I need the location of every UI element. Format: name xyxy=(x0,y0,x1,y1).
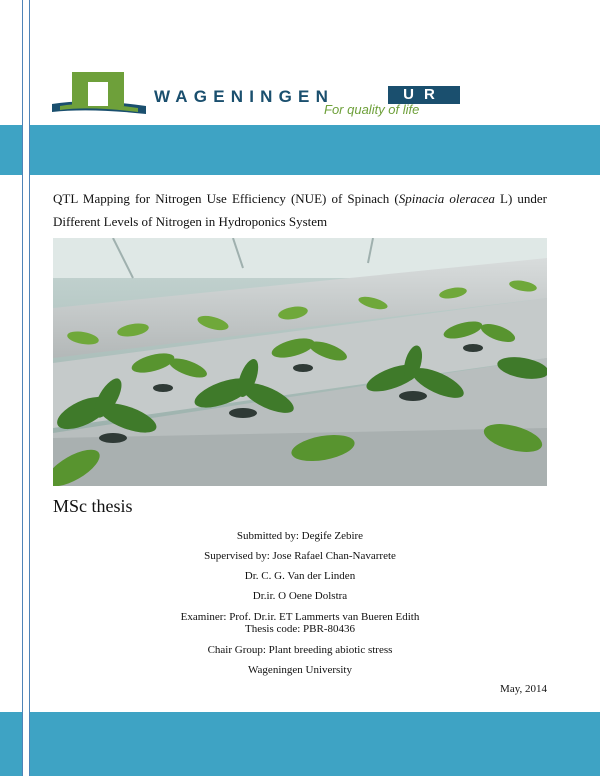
logo-tagline: For quality of life xyxy=(324,102,420,117)
wageningen-emblem-icon xyxy=(50,70,148,120)
chair-group: Chair Group: Plant breeding abiotic stress xyxy=(207,644,393,656)
species-name: Spinacia oleracea xyxy=(398,191,495,206)
logo-wordmark: WAGENINGEN xyxy=(154,87,335,106)
submitted-by: Submitted by: Degife Zebire xyxy=(236,530,364,542)
margin-rule xyxy=(29,0,30,776)
thesis-title: QTL Mapping for Nitrogen Use Efficiency (NUE) of Spinach (Spinacia oleracea L) under Different Levels of Nitrogen in Hydroponics System xyxy=(53,191,547,229)
top-band xyxy=(0,125,600,175)
supervisor: Dr. C. G. Van der Linden xyxy=(244,570,356,582)
examiner: Examiner: Prof. Dr.ir. ET Lammerts van Bueren Edith xyxy=(180,611,420,623)
university: Wageningen University xyxy=(248,664,352,676)
thesis-code: Thesis code: PBR-80436 xyxy=(245,623,355,635)
bottom-band xyxy=(0,712,600,776)
supervisor: Dr.ir. O Oene Dolstra xyxy=(252,590,348,602)
logo-ur-badge: UR xyxy=(388,86,460,104)
margin-rule xyxy=(22,0,23,776)
spinach-hydroponics-photo xyxy=(53,238,547,486)
date: May, 2014 xyxy=(500,683,547,695)
degree-heading: MSc thesis xyxy=(53,496,133,516)
wageningen-logo xyxy=(50,66,470,124)
supervisor: Supervised by: Jose Rafael Chan-Navarrete xyxy=(204,550,396,562)
